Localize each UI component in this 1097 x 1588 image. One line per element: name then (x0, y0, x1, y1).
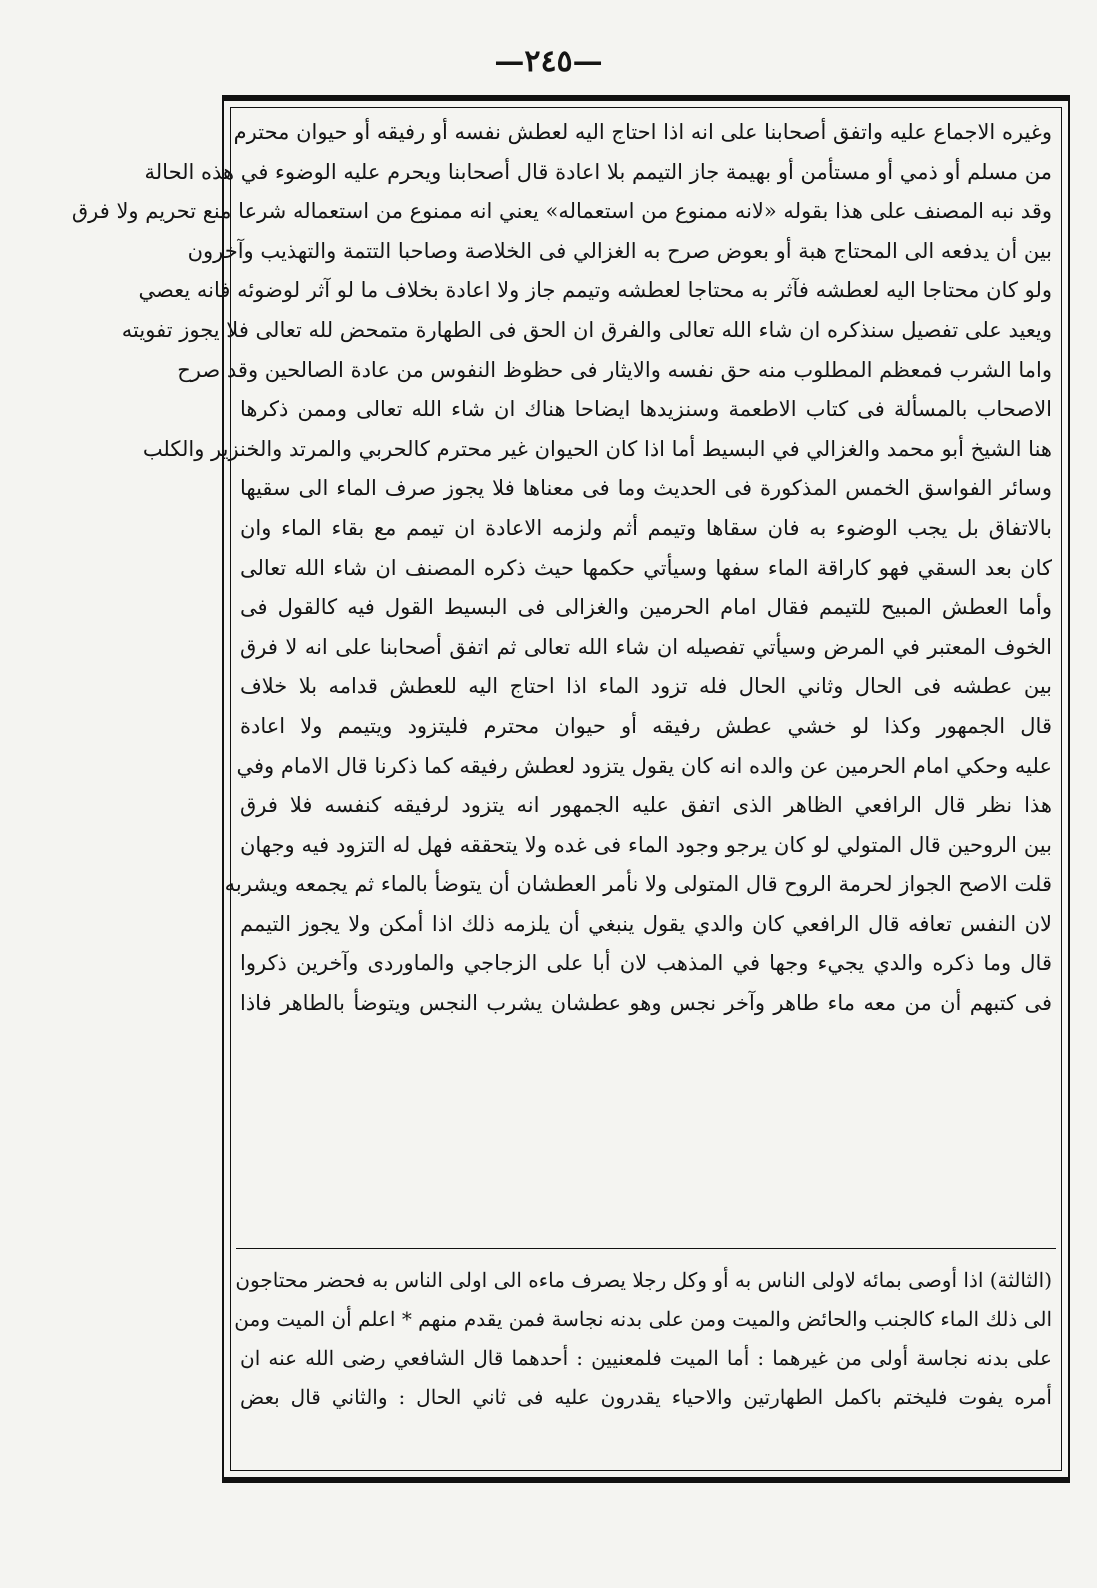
page-number: —٢٤٥— (494, 44, 603, 79)
text-line: الخوف المعتبر في المرض وسيأتي تفصيله ان شاء الله تعالى ثم اتفق أصحابنا على انه لا فرق (240, 634, 1052, 659)
text-line: بين أن يدفعه الى المحتاج هبة أو بعوض صرح به الغزالي فى الخلاصة وصاحبا التتمة والتهذيب وآخرون (187, 238, 1052, 263)
text-line: قال وما ذكره والدي يجيء وجها في المذهب لان أبا على الزجاجي والماوردى وآخرين ذكروا (240, 951, 1052, 976)
text-line: وغيره الاجماع عليه واتفق أصحابنا على انه اذا احتاج اليه لعطش نفسه أو رفيقه أو حيوان محترم (233, 120, 1052, 144)
text-line: وقد نبه المصنف على هذا بقوله «لانه ممنوع من استعماله» يعني انه ممنوع من استعماله شرعا منع تحريم ولا فرق (71, 199, 1052, 224)
text-line: وأما العطش المبيح للتيمم فقال امام الحرمين والغزالى فى البسيط القول فيه كالقول فى (240, 595, 1052, 620)
footnote-block (234, 1261, 1052, 1417)
text-line: قال الجمهور وكذا لو خشي عطش رفيقه أو حيوان محترم فليتزود ويتيمم ولا اعادة (240, 713, 1052, 738)
text-line: ويعيد على تفصيل سنذكره ان شاء الله تعالى والفرق ان الحق فى الطهارة متمحض لله تعالى فلا يجوز تفويته (121, 317, 1052, 342)
text-line: بين عطشه فى الحال وثاني الحال فله تزود الماء اذا احتاج اليه للعطش قدامه بلا خلاف (240, 674, 1052, 699)
footnote-line: أمره يفوت فليختم باكمل الطهارتين والاحياء يقدرون عليه فى ثاني الحال : والثاني قال بعض (240, 1385, 1052, 1409)
text-line: الاصحاب بالمسألة فى كتاب الاطعمة وسنزيدها ايضاحا هناك ان شاء الله تعالى وممن ذكرها (240, 397, 1052, 422)
text-line: واما الشرب فمعظم المطلوب منه حق نفسه والايثار فى حظوظ النفوس من عادة الصالحين وقد صرح (177, 357, 1052, 382)
text-line: هنا الشيخ أبو محمد والغزالي في البسيط أما اذا كان الحيوان غير محترم كالحربي والمرتد والخنزير والكلب (142, 436, 1052, 461)
footnote-line: على بدنه نجاسة أولى من غيرهما : أما الميت فلمعنيين : أحدهما قال الشافعي رضى الله عنه ان (240, 1346, 1052, 1370)
footnote-line: الى ذلك الماء كالجنب والحائض والميت ومن على بدنه نجاسة فمن يقدم منهم * اعلم أن الميت ومن (234, 1307, 1052, 1331)
page-frame (71, 95, 1070, 1483)
text-line: بالاتفاق بل يجب الوضوء به فان سقاها وتيمم أثم ولزمه الاعادة ان تيمم مع بقاء الماء وان (240, 515, 1052, 540)
main-text-block (71, 113, 1052, 1024)
text-line: كان بعد السقي فهو كاراقة الماء سفها وسيأتي حكمها حيث ذكره المصنف ان شاء الله تعالى (240, 555, 1052, 580)
text-line: فى كتبهم أن من معه ماء طاهر وآخر نجس وهو عطشان يشرب النجس ويتوضأ بالطاهر فاذا (240, 991, 1052, 1016)
text-line: وسائر الفواسق الخمس المذكورة فى الحديث وما فى معناها فلا يجوز صرف الماء الى سقيها (240, 476, 1052, 501)
text-line: ولو كان محتاجا اليه لعطشه فآثر به محتاجا لعطشه وتيمم جاز ولا اعادة بخلاف ما لو آثر لوضوئه فانه يعصي (138, 278, 1052, 303)
text-line: بين الروحين قال المتولي لو كان يرجو وجود الماء فى غده ولا يتحققه فهل له التزود فيه وجهان (240, 832, 1052, 857)
footnote-separator (236, 1248, 1056, 1249)
footnote-line: (الثالثة) اذا أوصى بمائه لاولى الناس به أو وكل رجلا يصرف ماءه الى اولى الناس به فحضر محتاجون (235, 1268, 1052, 1292)
text-line: قلت الاصح الجواز لحرمة الروح قال المتولى ولا نأمر العطشان أن يتوضأ بالماء ثم يجمعه ويشربه (224, 872, 1052, 897)
text-line: هذا نظر قال الرافعي الظاهر الذى اتفق عليه الجمهور انه يتزود لرفيقه كنفسه فلا فرق (240, 793, 1052, 818)
text-line: عليه وحكي امام الحرمين عن والده انه كان يقول يتزود لعطش رفيقه كما ذكرنا قال الامام وفي (236, 753, 1052, 778)
text-line: لان النفس تعافه قال الرافعي كان والدي يقول ينبغي أن يلزمه ذلك اذا أمكن ولا يجوز التيمم (240, 911, 1052, 936)
text-line: من مسلم أو ذمي أو مستأمن أو بهيمة جاز التيمم بلا اعادة قال أصحابنا ويحرم عليه الوضوء في هذه الحالة (144, 159, 1052, 184)
